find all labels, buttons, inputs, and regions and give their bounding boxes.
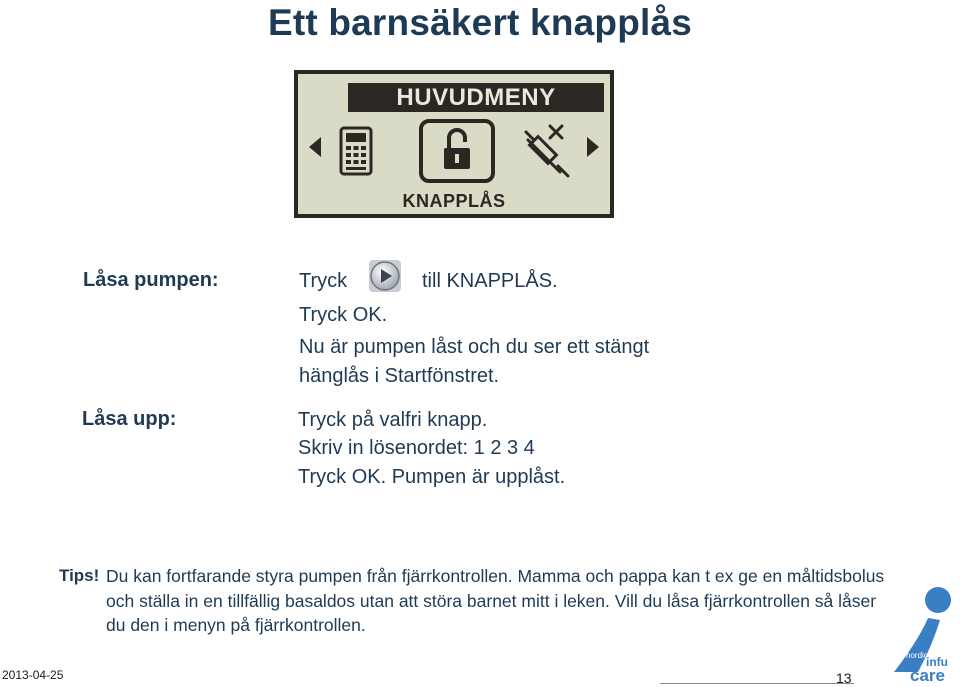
logo-line1: infu [926,655,948,669]
lock-step-result: Nu är pumpen låst och du ser ett stängt [299,336,650,358]
unlock-label: Låsa upp: [82,408,177,430]
lcd-selected-label: KNAPPLÅS [402,191,506,211]
lock-step-result-cont: hänglås i Startfönstret. [299,365,500,387]
calculator-icon [338,126,374,176]
page-number: 13 [836,670,852,686]
footer-date: 2013-04-25 [2,668,64,682]
nordic-infucare-logo [888,586,958,684]
footer-divider [660,683,854,684]
lock-pump-label: Låsa pumpen: [83,269,219,291]
arrow-right-icon [587,137,599,157]
unlock-step-ok: Tryck OK. Pumpen är upplåst. [298,466,566,488]
page-title: Ett barnsäkert knapplås [267,2,693,43]
logo-line2: care [910,666,945,684]
arrow-left-icon [309,137,321,157]
tips-label: Tips! [59,566,100,585]
lcd-menu-header: HUVUDMENY [348,83,604,112]
padlock-icon [418,118,496,184]
play-button-icon [368,259,402,293]
lcd-main-menu-screen [294,70,614,218]
unlock-step-password: Skriv in lösenordet: 1 2 3 4 [298,437,535,459]
lock-step-ok: Tryck OK. [299,304,388,326]
tips-text: Du kan fortfarande styra pumpen från fjärrkontrollen. Mamma och pappa kan t ex ge en måltidsbolus och ställa in en tillfällig basaldos utan att störa barnet mitt i leken. Vill du låsa fjärrkontrollen så låser du den i menyn på fjärrkontrollen. [106,566,885,635]
lock-step-press [299,270,347,293]
unlock-step-press: Tryck på valfri knapp. [298,409,488,431]
lock-step-press-target: till KNAPPLÅS. [422,270,558,292]
syringe-icon [520,122,576,180]
lock-step-press-text: Tryck [299,270,348,292]
logo-small-text: nordic [906,651,928,660]
